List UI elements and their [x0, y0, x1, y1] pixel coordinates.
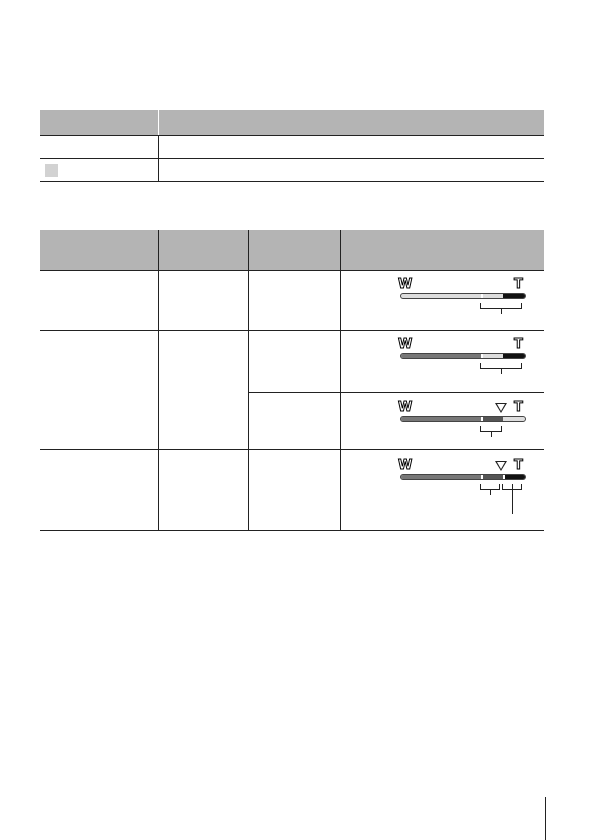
- column-divider: [158, 136, 159, 158]
- settings-table-row: [40, 159, 544, 182]
- tele-label: T: [514, 277, 523, 292]
- wide-label: W: [398, 337, 413, 352]
- zoom-bar-fill: [401, 417, 481, 421]
- settings-table: [40, 110, 544, 182]
- column-divider: [158, 159, 159, 181]
- wide-label: W: [398, 458, 413, 473]
- zoom-bar-mid-segment: [483, 475, 503, 479]
- zoom-position-marker-icon: [495, 461, 507, 471]
- zoom-table: [40, 230, 544, 531]
- zoom-position-marker-icon: [495, 403, 507, 413]
- settings-table-header: [40, 110, 544, 135]
- callout-leader-line: [512, 484, 513, 514]
- page-edge-rule: [545, 797, 546, 840]
- zoom-bar-tele-segment: [503, 294, 525, 298]
- column-divider: [158, 230, 159, 530]
- zoom-bar-tele-segment: [505, 475, 525, 479]
- tele-label: T: [514, 458, 523, 473]
- column-divider: [248, 230, 249, 530]
- tele-label: T: [514, 337, 523, 352]
- row-rule: [40, 270, 544, 271]
- zoom-table-header: [40, 230, 544, 270]
- zoom-bar-graphic: [398, 459, 538, 527]
- zoom-range-bracket: [480, 363, 522, 369]
- bracket-tick: [490, 489, 491, 495]
- zoom-bar: [400, 474, 526, 480]
- bracket-tick: [501, 368, 502, 374]
- zoom-bar-divider: [481, 354, 483, 358]
- column-divider: [340, 230, 341, 530]
- settings-table-row: [40, 135, 544, 159]
- zoom-bar-fill: [401, 354, 481, 358]
- bracket-tick: [491, 431, 492, 437]
- wide-label: W: [398, 277, 413, 292]
- zoom-bar-fill: [401, 475, 481, 479]
- header-divider: [158, 110, 159, 135]
- wide-label: W: [398, 400, 413, 415]
- zoom-bar-graphic: [398, 278, 538, 346]
- zoom-bar: [400, 353, 526, 359]
- zoom-bar-divider: [481, 294, 483, 298]
- zoom-range-bracket: [480, 484, 500, 490]
- zoom-bar-mid-segment: [483, 417, 503, 421]
- bracket-tick: [501, 308, 502, 314]
- zoom-bar-tele-segment: [503, 354, 525, 358]
- zoom-range-bracket: [480, 426, 502, 432]
- zoom-bar-graphic: [398, 338, 538, 406]
- shaded-setting-marker: [45, 164, 58, 177]
- zoom-range-bracket: [480, 303, 522, 309]
- zoom-bar: [400, 416, 526, 422]
- zoom-bar: [400, 293, 526, 299]
- tele-label: T: [514, 400, 523, 415]
